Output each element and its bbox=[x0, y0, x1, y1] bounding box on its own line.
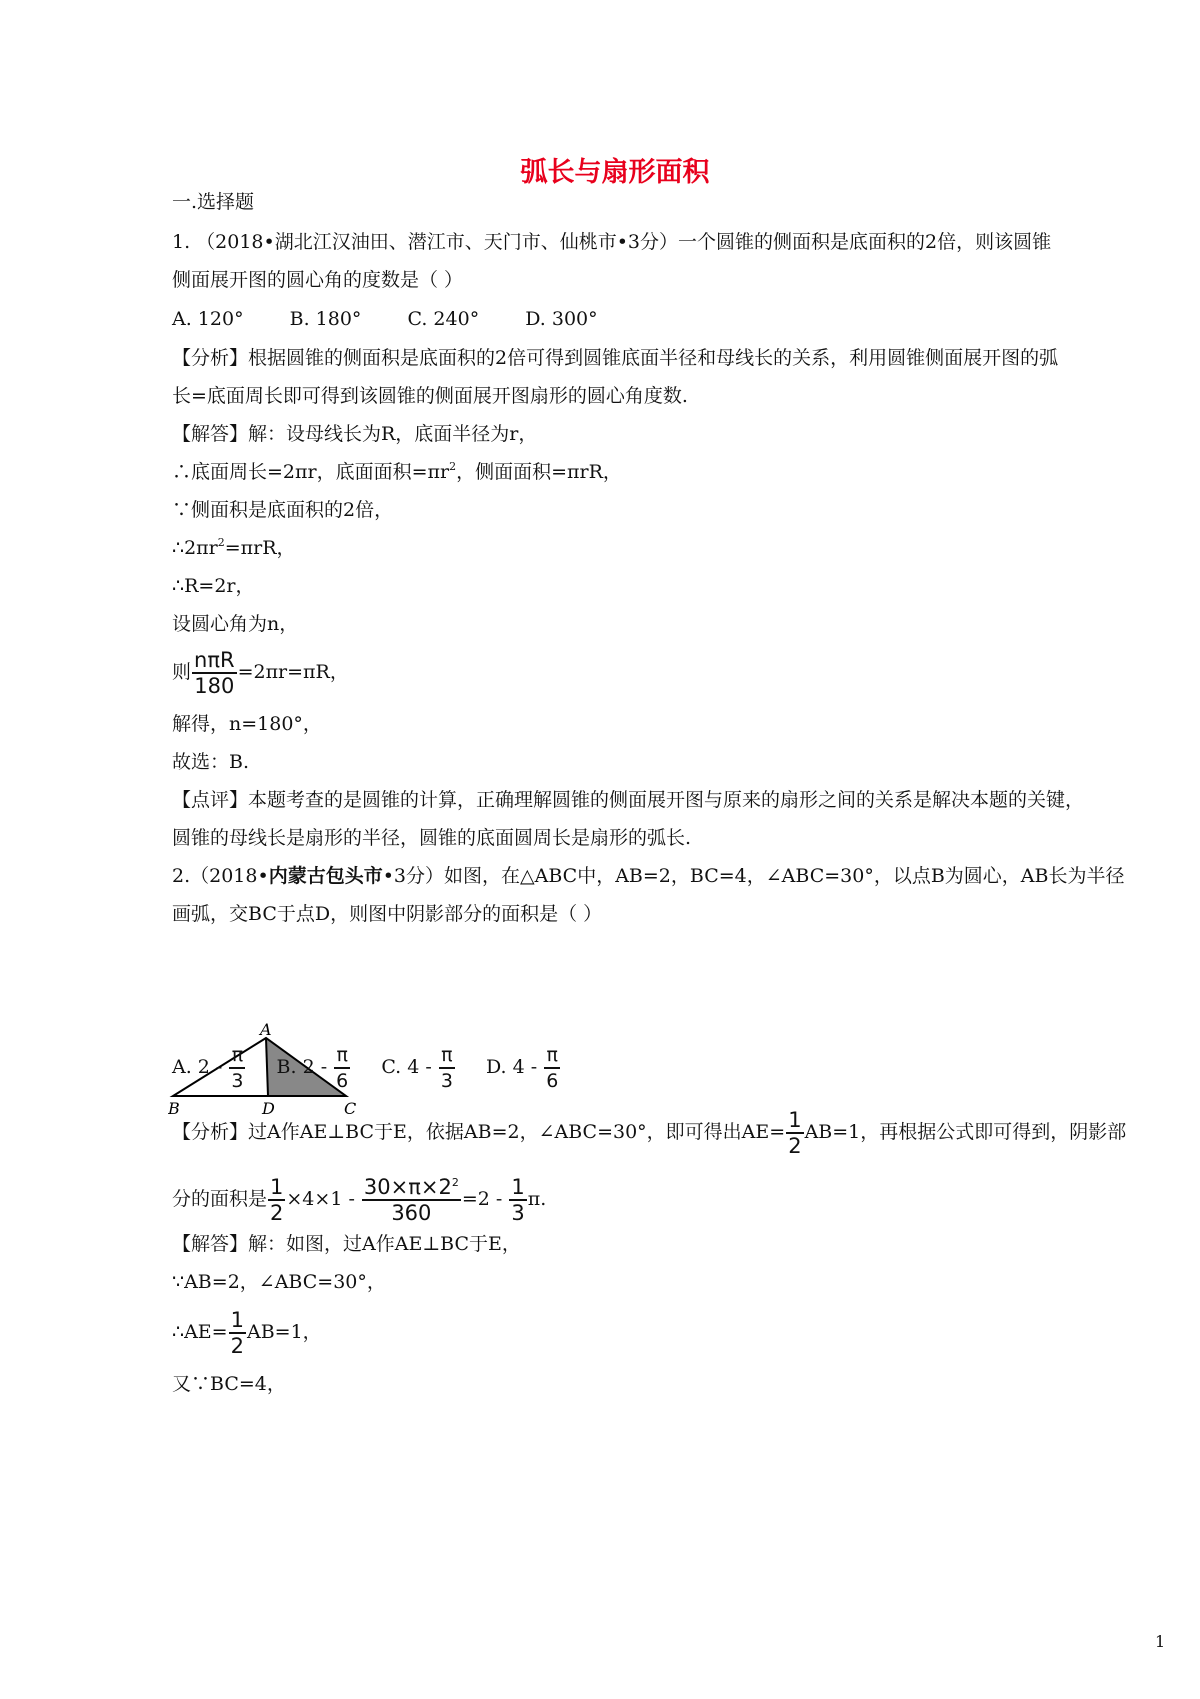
q2-stem-line2: 画弧，交BC于点D，则图中阴影部分的面积是（ ） bbox=[172, 903, 603, 925]
numerator: 1 bbox=[511, 1175, 525, 1199]
label-b: B bbox=[168, 1099, 180, 1115]
text: AB=1，再根据公式即可得到，阴影部 bbox=[804, 1121, 1127, 1143]
label-d: D bbox=[262, 1099, 275, 1115]
text: A. 2 - bbox=[172, 1056, 229, 1078]
fraction bbox=[362, 1175, 461, 1225]
text: =πrR， bbox=[224, 537, 296, 559]
text: 则 bbox=[172, 661, 192, 683]
q1-solution-line4 bbox=[172, 536, 296, 560]
q1-option-a: A. 120° bbox=[172, 308, 244, 330]
page-number: 1 bbox=[1155, 1632, 1166, 1651]
q1-analysis-line1: 【分析】根据圆锥的侧面积是底面积的2倍可得到圆锥底面半径和母线长的关系，利用圆锥侧面展开图的弧 bbox=[172, 347, 1059, 369]
numerator: 1 bbox=[788, 1108, 802, 1132]
fraction bbox=[509, 1175, 526, 1225]
denominator: 3 bbox=[231, 1070, 244, 1092]
denominator: 6 bbox=[546, 1070, 559, 1092]
superscript: 2 bbox=[217, 536, 225, 549]
q2-solution-intro: 【解答】解：如图，过A作AE⊥BC于E， bbox=[172, 1233, 521, 1255]
q1-stem-line2: 侧面展开图的圆心角的度数是（ ） bbox=[172, 269, 464, 291]
section-heading: 一.选择题 bbox=[172, 191, 255, 213]
q2-solution-line2: ∵AB=2，∠ABC=30°， bbox=[172, 1271, 386, 1293]
text: ×4×1 - bbox=[286, 1188, 361, 1210]
numerator: 1 bbox=[230, 1308, 244, 1332]
fraction bbox=[439, 1043, 455, 1093]
text: =2 - bbox=[461, 1188, 509, 1210]
q2-option-a bbox=[172, 1043, 246, 1093]
q2-solution-line4: 又∵BC=4， bbox=[172, 1373, 286, 1395]
text: B. 2 - bbox=[276, 1056, 334, 1078]
denominator: 2 bbox=[270, 1201, 284, 1225]
text: AB=1， bbox=[246, 1321, 322, 1343]
q2-option-c bbox=[381, 1043, 456, 1093]
q2-options bbox=[172, 1043, 585, 1093]
fraction bbox=[192, 648, 237, 698]
text: D. 4 - bbox=[485, 1056, 544, 1078]
denominator: 360 bbox=[391, 1201, 432, 1225]
denominator: 2 bbox=[230, 1334, 244, 1358]
q1-solution-line3: ∵侧面积是底面积的2倍， bbox=[172, 499, 394, 521]
q1-option-d: D. 300° bbox=[525, 308, 598, 330]
text: 【分析】过A作AE⊥BC于E，依据AB=2，∠ABC=30°，即可得出AE= bbox=[172, 1121, 786, 1143]
q1-analysis-line2: 长=底面周长即可得到该圆锥的侧面展开图扇形的圆心角度数. bbox=[172, 385, 688, 407]
fraction bbox=[544, 1043, 560, 1093]
q1-stem-line1: 1. （2018•湖北江汉油田、潜江市、天门市、仙桃市•3分）一个圆锥的侧面积是底面积的2倍，则该圆锥 bbox=[172, 231, 1052, 253]
fraction bbox=[334, 1043, 350, 1093]
denominator: 3 bbox=[440, 1070, 453, 1092]
text: ∴AE= bbox=[172, 1321, 228, 1343]
q1-option-c: C. 240° bbox=[407, 308, 480, 330]
text: •3分）如图，在△ABC中，AB=2，BC=4，∠ABC=30°，以点B为圆心，AB长为半径 bbox=[382, 865, 1125, 887]
q1-comment-line2: 圆锥的母线长是扇形的半径，圆锥的底面圆周长是扇形的弧长. bbox=[172, 827, 692, 849]
q2-stem-line1 bbox=[172, 864, 1125, 888]
numerator: 1 bbox=[270, 1175, 284, 1199]
numerator: π bbox=[439, 1043, 455, 1069]
page-title: 弧长与扇形面积 bbox=[520, 157, 710, 188]
text: ∴底面周长=2πr，底面面积=πr bbox=[172, 461, 450, 483]
q1-solution-line7 bbox=[172, 648, 349, 698]
label-c: C bbox=[344, 1099, 357, 1115]
denominator: 6 bbox=[336, 1070, 349, 1092]
q2-option-b bbox=[277, 1043, 352, 1093]
fraction bbox=[786, 1108, 803, 1158]
text: ∴2πr bbox=[172, 537, 218, 559]
q1-options bbox=[172, 307, 638, 331]
numerator: nπR bbox=[194, 648, 235, 672]
numerator: π bbox=[334, 1043, 350, 1069]
superscript: 2 bbox=[449, 460, 457, 473]
fraction bbox=[229, 1308, 246, 1358]
source-location: 内蒙古包头市 bbox=[268, 865, 383, 887]
q2-analysis-line1 bbox=[172, 1108, 1126, 1158]
numerator bbox=[362, 1175, 461, 1201]
numerator: π bbox=[229, 1043, 245, 1069]
q2-option-d bbox=[486, 1043, 561, 1093]
fraction bbox=[268, 1175, 285, 1225]
q1-solution-line5: ∴R=2r， bbox=[172, 575, 255, 597]
text: ，侧面面积=πrR， bbox=[456, 461, 622, 483]
q1-solution-line8: 解得，n=180°， bbox=[172, 713, 322, 735]
text: 2.（2018• bbox=[172, 865, 269, 887]
q1-comment-line1: 【点评】本题考查的是圆锥的计算，正确理解圆锥的侧面展开图与原来的扇形之间的关系是解决本题的关键， bbox=[172, 789, 1085, 811]
text: 分的面积是 bbox=[172, 1188, 268, 1210]
q1-solution-line9: 故选：B. bbox=[172, 751, 250, 773]
q1-solution-intro: 【解答】解：设母线长为R，底面半径为r， bbox=[172, 423, 538, 445]
label-a: A bbox=[260, 1020, 272, 1039]
q1-solution-line2 bbox=[172, 460, 622, 484]
q1-option-b: B. 180° bbox=[289, 308, 362, 330]
text: π. bbox=[527, 1188, 547, 1210]
q2-analysis-line2 bbox=[172, 1175, 546, 1225]
q1-solution-line6: 设圆心角为n， bbox=[172, 613, 299, 635]
text: C. 4 - bbox=[381, 1056, 438, 1078]
denominator: 2 bbox=[788, 1134, 802, 1158]
text: =2πr=πR， bbox=[237, 661, 349, 683]
q2-solution-line3 bbox=[172, 1308, 322, 1358]
denominator: 3 bbox=[511, 1201, 525, 1225]
denominator: 180 bbox=[194, 674, 235, 698]
fraction bbox=[229, 1043, 245, 1093]
superscript: 2 bbox=[451, 1176, 459, 1189]
text: 30×π×2 bbox=[363, 1175, 452, 1199]
numerator: π bbox=[544, 1043, 560, 1069]
